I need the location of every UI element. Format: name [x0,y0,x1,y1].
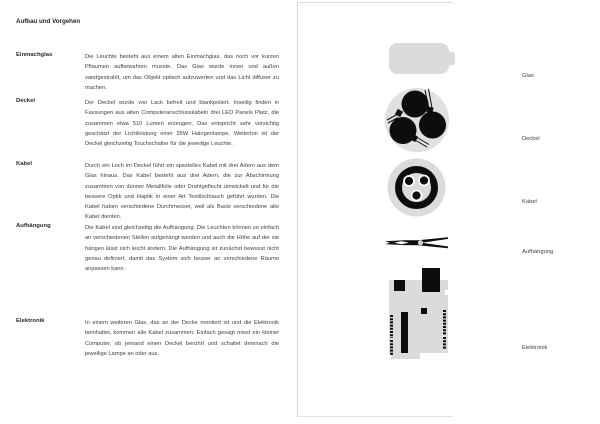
section-label: Kabel [16,161,33,167]
section-label: Elektronik [16,318,45,324]
usb-port [422,268,440,292]
section-text: Der Deckel wurde von Lack befreit und blankpoliert. Inseitig finden in Fassungen aus alten Computeranschlusskabeln drei LED Panels Platz, die zusammen etwa 510 Lumen erzeugen. Das entspricht sehr vorsichtig geschätzt der Lichtleistung einer 35W Halogenlampe. Weiterhin ist der Deckel gleichzeitig Touchschalter für die jeweilige Leuchte. [85,100,279,148]
jar-body [389,43,449,74]
section-text: Durch ein Loch im Deckel führt ein spezielles Kabel mit drei Adern aus dem Glas hinaus. Das Kabel besteht aus drei Adern, die zur Abschirmung zusammen von dünner Metallfolie oder Drahtgeflecht umwickelt und für die bessere Optik und Haptik in einer Art Textilschlauch geführt wurden. Die Kabel haben verschiedene Durchmesser, weil als Basis verschiedene alte Kabel dienten. [85,163,279,221]
lid-with-leds-icon [385,88,450,153]
section-label: Deckel [16,98,35,104]
ic-chip [401,312,408,353]
clothespin-spring [418,240,423,245]
reset-button [421,308,427,314]
figure-label-glas: Glas [522,73,534,79]
page-title: Aufbau und Vorgehen [16,18,81,25]
figure-label-kabel: Kabel [522,199,537,205]
figure-label-aufhaengung: Aufhängung [522,249,554,255]
jar-neck [446,52,455,66]
cable-cross-section-icon [387,158,446,217]
clothespin-icon [384,234,450,252]
section-label: Aufhängung [16,223,51,229]
circuit-board-icon [388,266,450,360]
section-label: Einmachglas [16,52,53,58]
section-text: Die Kabel sind gleichzeitig die Aufhängung. Die Leuchten können so einfach an verschiedenen Stellen aufgehängt werden und auch die Höhe auf der sie hängen lässt sich leicht ändern. Die Aufhängung ist zunächst bewusst nicht genau definiert, damit das System sich besser an verschiedene Räume anpassen kann. [85,225,279,273]
section-text: Die Leuchte besteht aus einem alten Einmachglas, das noch vor kurzen Pflaumen aufbewahren musste. Das Glas wurde innen und außen sandgestrahlt, um das Objekt optisch aufzuwerten und das Licht diffuser zu machen. [85,54,279,91]
section-text: In einem weiteren Glas, das an der Decke montiert ist und die Elektronik beinhaltet, kommen alle Kabel zusammen. Einfach gesagt misst ein kleiner Computer, ob jemand einen Deckel berührt und schaltet demnach die jeweilige Lampe an oder aus. [85,320,279,357]
figure-label-deckel: Deckel [522,136,540,142]
jar-icon [388,42,456,76]
figure-label-elektronik: Elektronik [522,345,548,351]
power-jack [394,280,405,291]
